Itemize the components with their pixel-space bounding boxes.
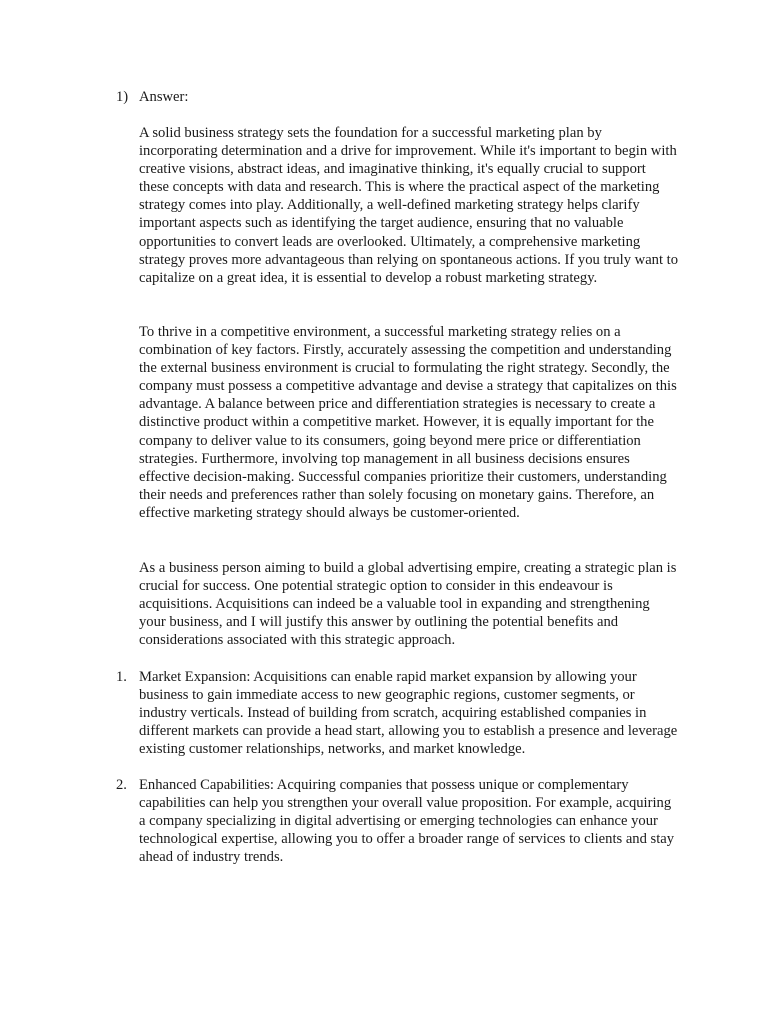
list-item-number: 2. (116, 777, 127, 793)
paragraph-strategic-plan: As a business person aiming to build a global advertising empire, creating a strategic plan is crucial for success. One potential strategic option to consider in this endeavour is acquisitions. Acquisitions can indeed be a valuable tool in expanding and strengthening your business, and I will justify this answer by outlining the potential benefits and considerations associated with this strategic approach. (139, 560, 677, 649)
question-heading (116, 88, 676, 106)
answer-label: Answer: (139, 89, 189, 105)
question-number: 1) (116, 89, 129, 105)
paragraph-business-strategy: A solid business strategy sets the foundation for a successful marketing plan by incorporating determination and a drive for improvement. While it's important to begin with creative visions, abstract ideas, and imaginative thinking, it's equally crucial to support these concepts with data and research. This is where the practical aspect of the marketing strategy comes into play. Additionally, a well-defined marketing strategy helps clarify important aspects such as identifying the target audience, ensuring that no valuable opportunities to convert leads are overlooked. Ultimately, a comprehensive marketing strategy proves more advantageous than relying on spontaneous actions. If you truly want to capitalize on a great idea, it is essential to develop a robust marketing strategy. (139, 125, 679, 286)
list-item-number: 1. (116, 669, 127, 685)
list-item-text: Market Expansion: Acquisitions can enable rapid market expansion by allowing your business to gain immediate access to new geographic regions, customer segments, or industry verticals. Instead of building from scratch, acquiring established companies in different markets can provide a head start, allowing you to establish a presence and leverage existing customer relationships, networks, and market knowledge. (139, 669, 678, 758)
list-item-text: Enhanced Capabilities: Acquiring companies that possess unique or complementary capabilities can help you strengthen your overall value proposition. For example, acquiring a company specializing in digital advertising or emerging technologies can enhance your technological expertise, allowing you to offer a broader range of services to clients and stay ahead of industry trends. (139, 777, 675, 866)
paragraph-competitive-environment: To thrive in a competitive environment, a successful marketing strategy relies on a combination of key factors. Firstly, accurately assessing the competition and understanding the external business environment is crucial to formulating the right strategy. Secondly, the company must possess a competitive advantage and devise a strategy that capitalizes on this advantage. A balance between price and differentiation strategies is necessary to create a distinctive product within a competitive market. However, it is equally important for the company to deliver value to its consumers, going beyond mere price or differentiation strategies. Furthermore, involving top management in all business decisions ensures effective decision-making. Successful companies prioritize their customers, understanding their needs and preferences rather than solely focusing on monetary gains. Therefore, an effective marketing strategy should always be customer-oriented. (139, 324, 677, 521)
